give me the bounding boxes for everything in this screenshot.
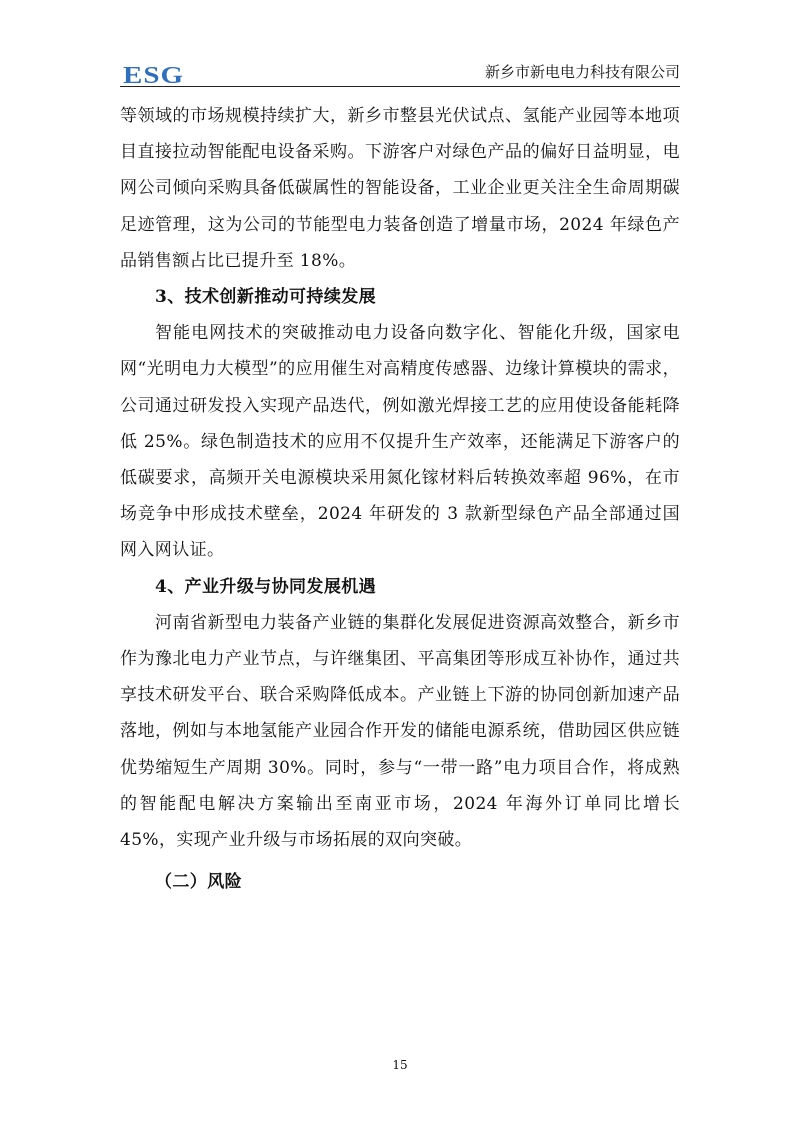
paragraph-tech-innovation: 智能电网技术的突破推动电力设备向数字化、智能化升级，国家电网“光明电力大模型”的应用催生对高精度传感器、边缘计算模块的需求，公司通过研发投入实现产品迭代，例如激光焊接工艺的应用使设备能耗降低 25%。绿色制造技术的应用不仅提升生产效率，还能满足下游客户的低碳要求，高频开关电源模块采用氮化镓材料后转换效率超 96%，在市场竞争中形成技术壁垒，2024 年研发的 3 款新型绿色产品全部通过国网入网认证。 bbox=[120, 323, 680, 561]
page-number: 15 bbox=[392, 1058, 408, 1072]
company-name: 新乡市新电电力科技有限公司 bbox=[484, 63, 680, 81]
heading-tech-innovation: 3、技术创新推动可持续发展 bbox=[155, 287, 377, 308]
heading-industry-upgrade: 4、产业升级与协同发展机遇 bbox=[155, 576, 377, 597]
continued-paragraph: 等领域的市场规模持续扩大，新乡市整县光伏试点、氢能产业园等本地项目直接拉动智能配电设备采购。下游客户对绿色产品的偏好日益明显，电网公司倾向采购具备低碳属性的智能设备，工业企业更关注全生命周期碳足迹管理，这为公司的节能型电力装备创造了增量市场，2024 年绿色产品销售额占比已提升至 18%。 bbox=[120, 106, 680, 271]
paragraph-industry-upgrade: 河南省新型电力装备产业链的集群化发展促进资源高效整合，新乡市作为豫北电力产业节点，与许继集团、平高集团等形成互补协作，通过共享技术研发平台、联合采购降低成本。产业链上下游的协同创新加速产品落地，例如与本地氢能产业园合作开发的储能电源系统，借助园区供应链优势缩短生产周期 30%。同时，参与“一带一路”电力项目合作，将成熟的智能配电解决方案输出至南亚市场，2024 年海外订单同比增长 45%，实现产业升级与市场拓展的双向突破。 bbox=[120, 612, 680, 851]
page-header bbox=[120, 56, 680, 87]
document-body bbox=[120, 98, 680, 900]
esg-logo: ESG bbox=[123, 62, 185, 89]
heading-risk-section: （二）风险 bbox=[155, 872, 242, 893]
